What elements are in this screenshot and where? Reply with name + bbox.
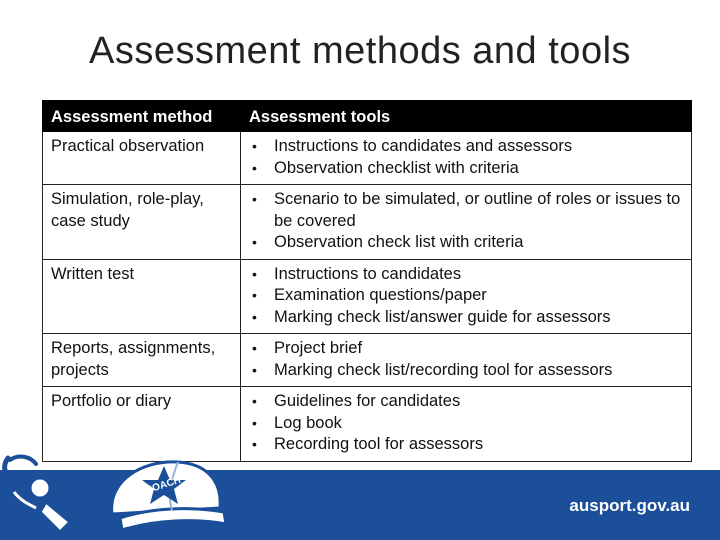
tool-item: • Recording tool for assessors bbox=[249, 434, 683, 456]
footer-url[interactable]: ausport.gov.au bbox=[569, 496, 690, 515]
tools-cell bbox=[241, 132, 692, 185]
tools-list bbox=[249, 264, 683, 329]
tool-item: • Observation check list with criteria bbox=[249, 232, 683, 254]
tools-cell bbox=[241, 185, 692, 260]
method-cell: Reports, assignments, projects bbox=[43, 334, 241, 387]
tool-item: • Project brief bbox=[249, 338, 683, 360]
whistle-icon bbox=[5, 457, 70, 532]
tools-cell bbox=[241, 387, 692, 462]
table-row bbox=[43, 259, 692, 334]
footer-banner bbox=[0, 452, 720, 540]
tools-list bbox=[249, 391, 683, 456]
method-cell: Practical observation bbox=[43, 132, 241, 185]
page-title: Assessment methods and tools bbox=[88, 30, 632, 72]
tool-item: • Guidelines for candidates bbox=[249, 391, 683, 413]
table-row bbox=[43, 185, 692, 260]
table-row bbox=[43, 334, 692, 387]
table-row bbox=[43, 132, 692, 185]
tool-item: • Instructions to candidates bbox=[249, 264, 683, 286]
tools-cell bbox=[241, 259, 692, 334]
tool-item: • Scenario to be simulated, or outline of roles or issues to be covered bbox=[249, 189, 683, 232]
tools-list bbox=[249, 136, 683, 179]
coach-mascot-graphic bbox=[0, 452, 260, 540]
assessment-table bbox=[42, 100, 692, 462]
coach-cap-icon bbox=[112, 462, 226, 530]
tools-cell bbox=[241, 334, 692, 387]
tools-list bbox=[249, 338, 683, 381]
header-assessment-method: Assessment method bbox=[43, 101, 241, 132]
tool-item: • Instructions to candidates and assessors bbox=[249, 136, 683, 158]
tool-item: • Examination questions/paper bbox=[249, 285, 683, 307]
table-header-row bbox=[43, 101, 692, 132]
method-cell: Written test bbox=[43, 259, 241, 334]
header-assessment-tools: Assessment tools bbox=[241, 101, 692, 132]
method-cell: Portfolio or diary bbox=[43, 387, 241, 462]
method-cell: Simulation, role-play, case study bbox=[43, 185, 241, 260]
table-row bbox=[43, 387, 692, 462]
tool-item: • Observation checklist with criteria bbox=[249, 158, 683, 180]
tool-item: • Marking check list/recording tool for assessors bbox=[249, 360, 683, 382]
tools-list bbox=[249, 189, 683, 254]
tool-item: • Marking check list/answer guide for assessors bbox=[249, 307, 683, 329]
tool-item: • Log book bbox=[249, 413, 683, 435]
coach-logo-text: COACH bbox=[144, 474, 183, 497]
